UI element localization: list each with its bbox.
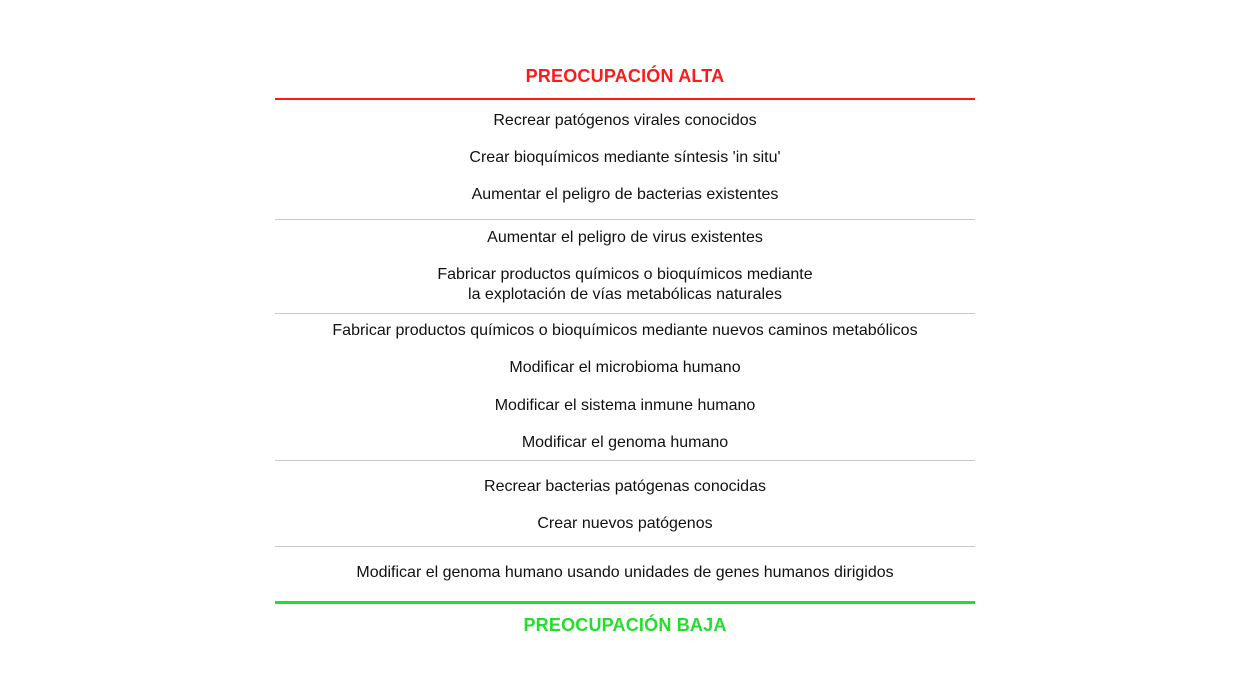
list-item: Fabricar productos químicos o bioquímicos mediante la explotación de vías metabólicas naturales (437, 266, 813, 303)
high-concern-label: PREOCUPACIÓN ALTA (525, 66, 725, 86)
list-item: Modificar el genoma humano (521, 434, 729, 451)
list-item: Aumentar el peligro de virus existentes (487, 229, 763, 246)
list-item: Crear nuevos patógenos (537, 515, 713, 532)
low-concern-label: PREOCUPACIÓN BAJA (523, 615, 727, 635)
group-divider (275, 219, 975, 220)
list-item: Recrear patógenos virales conocidos (493, 112, 757, 129)
list-item: Aumentar el peligro de bacterias existentes (471, 186, 779, 203)
list-item: Modificar el sistema inmune humano (494, 397, 756, 414)
list-item: Fabricar productos químicos o bioquímicos mediante nuevos caminos metabólicos (332, 322, 918, 339)
group-divider (275, 313, 975, 314)
group-divider (275, 546, 975, 547)
list-item: Recrear bacterias patógenas conocidas (484, 478, 766, 495)
low-concern-rule (275, 601, 975, 604)
group-divider (275, 460, 975, 461)
list-item: Modificar el genoma humano usando unidades de genes humanos dirigidos (356, 564, 894, 581)
concern-ranking-diagram (275, 0, 975, 700)
list-item: Crear bioquímicos mediante síntesis 'in situ' (469, 149, 781, 166)
high-concern-rule (275, 98, 975, 100)
list-item: Modificar el microbioma humano (509, 359, 741, 376)
